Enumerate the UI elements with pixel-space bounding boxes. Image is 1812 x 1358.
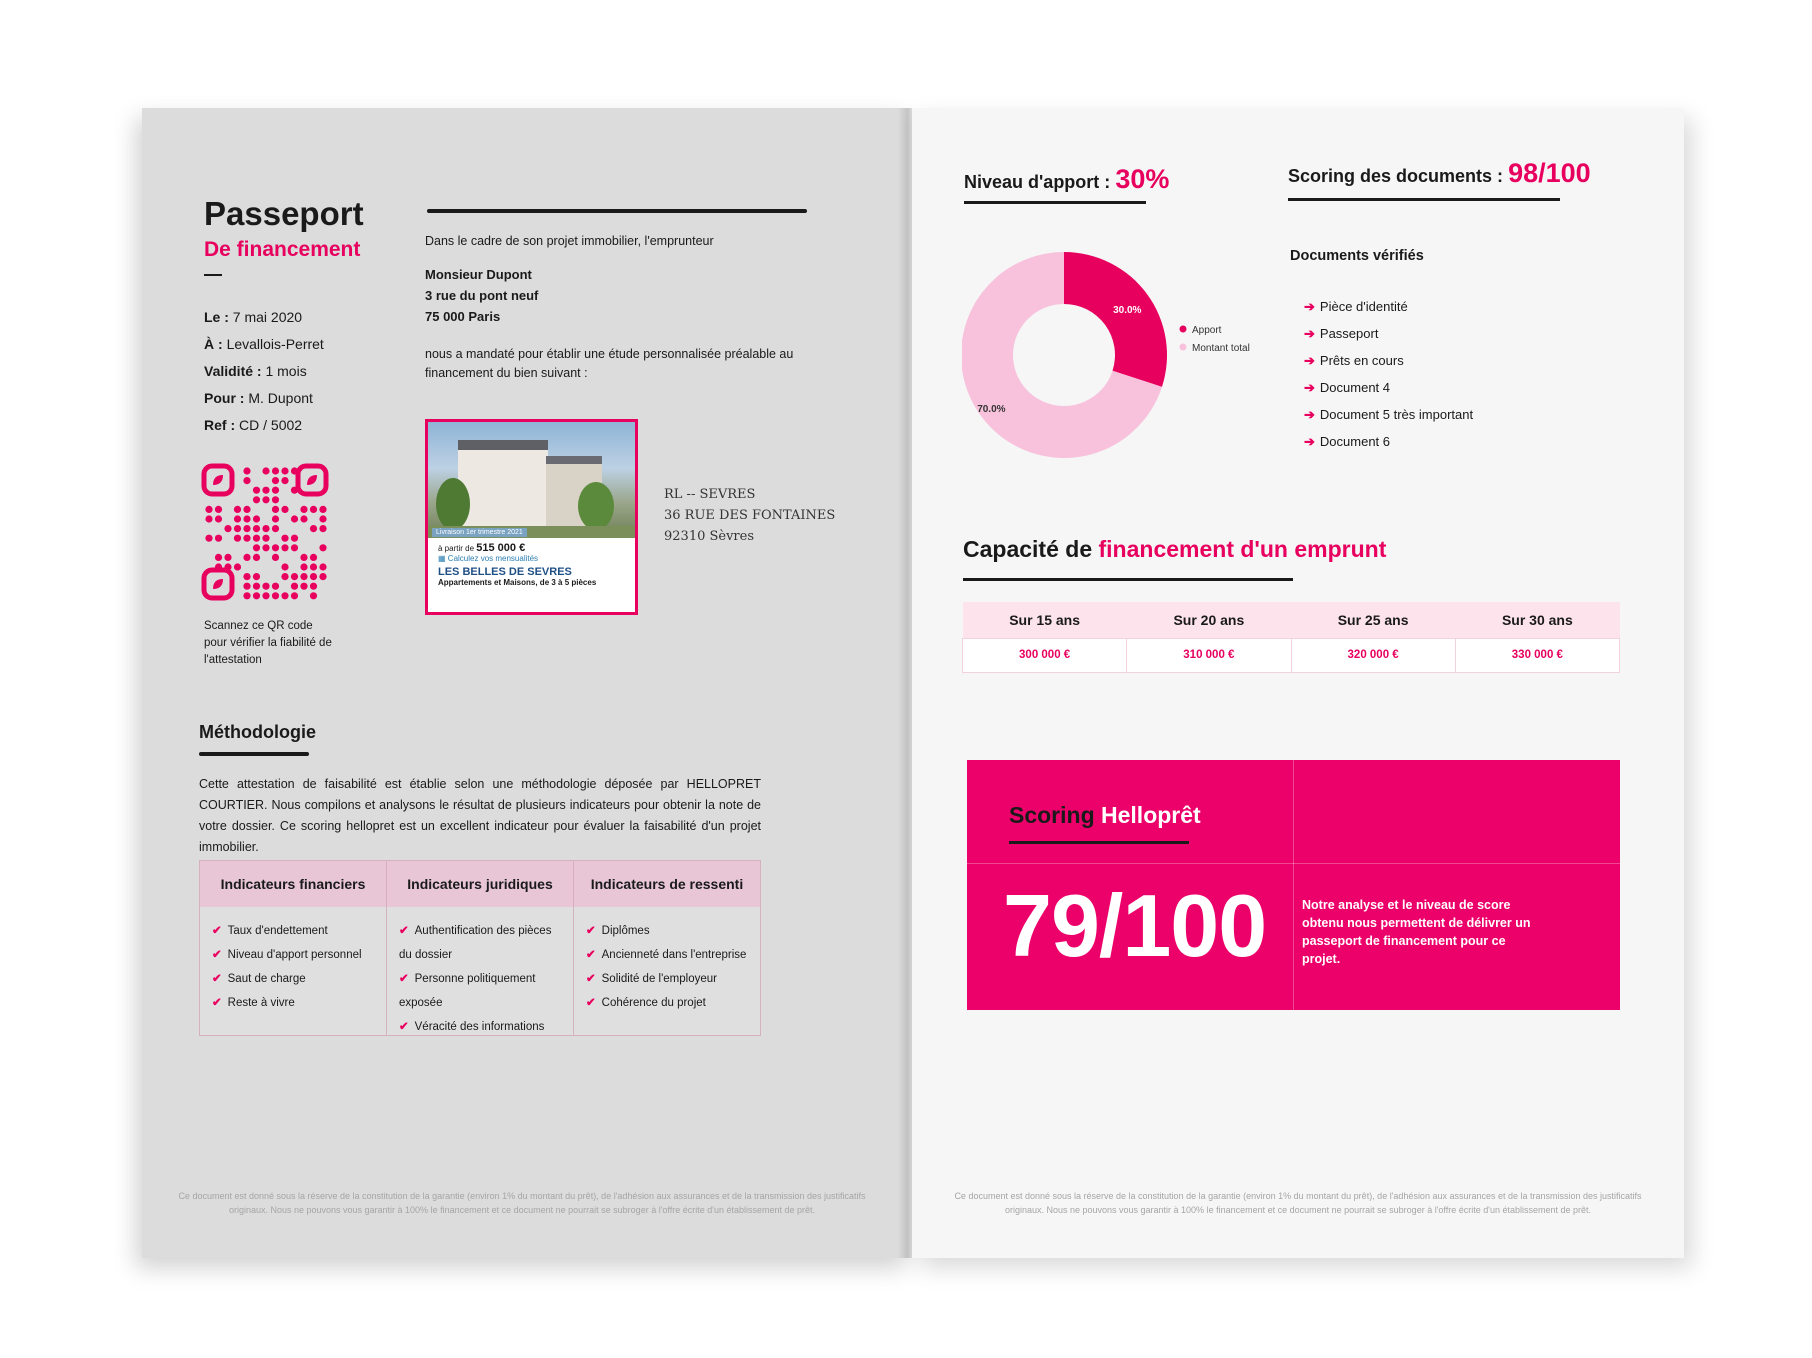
- qr-module: [310, 506, 317, 513]
- qr-module: [253, 544, 260, 551]
- qr-module: [253, 573, 260, 580]
- qr-module: [281, 544, 288, 551]
- indicator-label: Cohérence du projet: [601, 997, 706, 1009]
- check-icon: ✔: [212, 997, 222, 1009]
- calculate-label: Calculez vos mensualités: [447, 554, 539, 563]
- qr-module: [291, 487, 298, 494]
- apport-heading: [964, 164, 1169, 195]
- qr-module: [310, 592, 317, 599]
- delivery-badge: Livraison 1er trimestre 2021: [432, 528, 527, 537]
- address-line: RL -- SEVRES: [664, 487, 756, 502]
- borrower-block: [425, 264, 538, 327]
- qr-caption: Scannez ce QR code pour vérifier la fiabilité de l'attestation: [204, 620, 332, 666]
- indicator-item: [212, 991, 374, 1015]
- qr-module: [243, 573, 250, 580]
- check-icon: ✔: [399, 925, 409, 937]
- check-icon: ✔: [212, 949, 222, 961]
- qr-module: [243, 583, 250, 590]
- score-label: [1009, 802, 1201, 829]
- property-card[interactable]: [425, 419, 638, 615]
- score-divider-horizontal: [967, 863, 1620, 864]
- qr-module: [272, 477, 279, 484]
- score-text: Notre analyse et le niveau de score obtenu nous permettent de délivrer un passeport de financement pour ce projet.: [1302, 898, 1531, 966]
- qr-module: [281, 573, 288, 580]
- scoring-divider: [1288, 198, 1560, 201]
- qr-module: [300, 573, 307, 580]
- qr-module: [310, 573, 317, 580]
- address-line: 36 RUE DES FONTAINES: [664, 508, 836, 523]
- indicator-label: Diplômes: [601, 925, 650, 937]
- check-icon: ✔: [586, 997, 596, 1009]
- qr-module: [291, 467, 298, 474]
- capacity-term: Sur 15 ans: [963, 602, 1127, 638]
- methodology-divider: [199, 752, 309, 756]
- indicator-column-legal: [387, 861, 574, 1035]
- qr-module: [243, 506, 250, 513]
- meta-value: Levallois-Perret: [226, 336, 324, 352]
- qr-module: [281, 592, 288, 599]
- check-icon: ✔: [586, 973, 596, 985]
- indicator-item: [212, 919, 374, 943]
- apport-label: Niveau d'apport :: [964, 172, 1111, 192]
- tree-illustration: [436, 478, 470, 530]
- capacity-table: [962, 602, 1620, 673]
- check-icon: ✔: [212, 925, 222, 937]
- qr-module: [291, 592, 298, 599]
- qr-module: [215, 535, 222, 542]
- mandate-text: nous a mandaté pour établir une étude personnalisée préalable au financement du bien suivant :: [425, 347, 794, 380]
- scoring-value: 98/100: [1508, 158, 1591, 188]
- indicator-item: [586, 967, 748, 991]
- qr-module: [281, 477, 288, 484]
- scoring-label: Scoring des documents :: [1288, 166, 1504, 186]
- qr-module: [310, 525, 317, 532]
- verified-doc-item: [1304, 374, 1473, 401]
- capacity-amount: 310 000 €: [1127, 638, 1291, 672]
- capacity-term: Sur 20 ans: [1127, 602, 1291, 638]
- qr-module: [215, 506, 222, 513]
- apport-value: 30%: [1115, 164, 1170, 194]
- indicator-label: Saut de charge: [227, 973, 306, 985]
- check-icon: ✔: [586, 949, 596, 961]
- score-divider-vertical: [1293, 760, 1294, 1010]
- meta-value: 1 mois: [265, 363, 307, 379]
- left-page: [142, 108, 912, 1258]
- qr-module: [272, 515, 279, 522]
- qr-module: [319, 563, 326, 570]
- qr-module: [234, 515, 241, 522]
- arrow-right-icon: ➔: [1304, 380, 1315, 395]
- check-icon: ✔: [586, 925, 596, 937]
- qr-module: [310, 583, 317, 590]
- legend-swatch-total: [1180, 344, 1187, 351]
- scoring-heading: [1288, 158, 1591, 189]
- document-meta: [204, 304, 324, 439]
- qr-module: [253, 592, 260, 599]
- qr-module: [272, 592, 279, 599]
- calculate-link[interactable]: [428, 554, 635, 563]
- indicator-label: Personne politiquement exposée: [399, 973, 536, 1009]
- qr-module: [205, 535, 212, 542]
- qr-module: [300, 506, 307, 513]
- verified-docs-title: Documents vérifiés: [1290, 248, 1424, 264]
- meta-label: Pour :: [204, 390, 245, 406]
- qr-module: [281, 506, 288, 513]
- qr-module: [253, 583, 260, 590]
- qr-module: [319, 506, 326, 513]
- methodology-title: Méthodologie: [199, 722, 316, 742]
- qr-module: [319, 515, 326, 522]
- qr-module: [243, 525, 250, 532]
- qr-module: [262, 592, 269, 599]
- verified-doc-label: Passeport: [1319, 326, 1379, 341]
- meta-value: M. Dupont: [248, 390, 313, 406]
- verified-doc-label: Document 6: [1319, 434, 1390, 449]
- document-subtitle: De financement: [204, 238, 361, 261]
- indicator-item: [399, 919, 561, 967]
- qr-module: [300, 583, 307, 590]
- capacity-term: Sur 30 ans: [1455, 602, 1619, 638]
- score-label-b: Helloprêt: [1101, 802, 1201, 828]
- capacity-title-a: Capacité de: [963, 536, 1093, 562]
- indicator-header: Indicateurs financiers: [200, 861, 386, 907]
- qr-module: [205, 506, 212, 513]
- borrower-street: 3 rue du pont neuf: [425, 288, 539, 303]
- qr-module: [253, 515, 260, 522]
- qr-module: [272, 487, 279, 494]
- indicator-item: [586, 991, 748, 1015]
- qr-module: [224, 554, 231, 561]
- indicator-label: Niveau d'apport personnel: [227, 949, 362, 961]
- indicator-item: [399, 967, 561, 1015]
- property-photo: [428, 422, 635, 538]
- verified-doc-item: [1304, 320, 1473, 347]
- qr-module: [291, 573, 298, 580]
- title-divider: [204, 274, 222, 276]
- indicators-table: [199, 860, 761, 1036]
- qr-module: [262, 467, 269, 474]
- qr-module: [215, 554, 222, 561]
- indicator-header: Indicateurs de ressenti: [574, 861, 760, 907]
- qr-module: [243, 467, 250, 474]
- indicator-item: [212, 967, 374, 991]
- qr-module: [224, 563, 231, 570]
- qr-module: [234, 563, 241, 570]
- indicator-item: [586, 943, 748, 967]
- borrower-name: Monsieur Dupont: [425, 267, 532, 282]
- property-type: Appartements et Maisons, de 3 à 5 pièces: [438, 578, 597, 587]
- verified-doc-label: Prêts en cours: [1319, 353, 1404, 368]
- qr-module: [262, 583, 269, 590]
- donut-slice-apport: [1064, 252, 1167, 387]
- qr-module: [253, 496, 260, 503]
- qr-module: [291, 515, 298, 522]
- arrow-right-icon: ➔: [1304, 434, 1315, 449]
- qr-module: [224, 525, 231, 532]
- verified-doc-label: Document 4: [1319, 380, 1390, 395]
- property-price: [428, 538, 635, 554]
- legend-swatch-apport: [1180, 326, 1187, 333]
- qr-module: [300, 554, 307, 561]
- address-line: 92310 Sèvres: [664, 529, 755, 544]
- qr-module: [262, 544, 269, 551]
- arrow-right-icon: ➔: [1304, 353, 1315, 368]
- meta-recipient: [204, 385, 324, 412]
- apport-donut-chart: [962, 248, 1272, 478]
- verified-doc-label: Document 5 très important: [1319, 407, 1474, 422]
- indicator-label: Taux d'endettement: [227, 925, 328, 937]
- check-icon: ✔: [399, 973, 409, 985]
- indicator-item: [399, 1015, 561, 1039]
- legend-label-total: Montant total: [1192, 343, 1250, 354]
- qr-module: [319, 525, 326, 532]
- qr-module: [291, 544, 298, 551]
- slice-label-apport: 30.0%: [1113, 305, 1142, 317]
- legend-label-apport: Apport: [1192, 325, 1222, 336]
- score-value: 79/100: [1003, 876, 1267, 975]
- apport-divider: [964, 201, 1146, 204]
- arrow-right-icon: ➔: [1304, 326, 1315, 341]
- qr-module: [300, 515, 307, 522]
- indicator-label: Véracité des informations: [414, 1021, 545, 1033]
- qr-module: [310, 554, 317, 561]
- verified-doc-item: [1304, 293, 1473, 320]
- qr-module: [243, 477, 250, 484]
- verified-doc-label: Pièce d'identité: [1319, 299, 1408, 314]
- capacity-amount: 300 000 €: [963, 638, 1127, 672]
- qr-module: [281, 535, 288, 542]
- methodology-text: Cette attestation de faisabilité est établie selon une méthodologie déposée par HELLOPRET COURTIER. Nous compilons et analysons le résultat de plusieurs indicateurs pour obtenir la note de votre dossier. Ce scoring hellopret est un excellent indicateur pour évaluer la faisabilité d'un projet immobilier.: [199, 777, 761, 854]
- check-icon: ✔: [399, 1021, 409, 1033]
- qr-module: [281, 563, 288, 570]
- qr-module: [234, 506, 241, 513]
- qr-module: [262, 535, 269, 542]
- qr-module: [272, 506, 279, 513]
- footnote: Ce document est donné sous la réserve de la constitution de la garantie (environ 1% du montant du prêt), de l'adhésion aux assurances et de la transmission des justificatifs originaux. Nous ne pouvons vous garantir à 100% le financement et ce document ne pourrait se subroger à l'offre écrite d'un établissement de prêt.: [954, 1191, 1642, 1215]
- capacity-title-b: financement d'un emprunt: [1098, 536, 1387, 562]
- qr-module: [243, 554, 250, 561]
- qr-module: [272, 583, 279, 590]
- indicator-column-financial: [200, 861, 387, 1035]
- meta-value: CD / 5002: [239, 417, 303, 433]
- qr-module: [253, 525, 260, 532]
- property-name: LES BELLES DE SEVRES: [438, 566, 572, 578]
- capacity-amount: 320 000 €: [1291, 638, 1455, 672]
- capacity-term: Sur 25 ans: [1291, 602, 1455, 638]
- qr-module: [243, 535, 250, 542]
- qr-module: [272, 544, 279, 551]
- qr-module: [291, 583, 298, 590]
- indicator-column-feeling: [574, 861, 760, 1035]
- property-address: [664, 484, 835, 547]
- document-title: Passeport: [204, 195, 364, 232]
- indicator-label: Reste à vivre: [227, 997, 295, 1009]
- indicator-header: Indicateurs juridiques: [387, 861, 573, 907]
- qr-module: [215, 515, 222, 522]
- meta-validity: [204, 358, 324, 385]
- arrow-right-icon: ➔: [1304, 407, 1315, 422]
- qr-module: [272, 496, 279, 503]
- qr-module: [319, 573, 326, 580]
- qr-module: [205, 515, 212, 522]
- qr-module: [272, 554, 279, 561]
- qr-module: [272, 467, 279, 474]
- meta-location: [204, 331, 324, 358]
- capacity-amount-row: [963, 638, 1620, 672]
- meta-label: Validité :: [204, 363, 262, 379]
- verified-doc-item: [1304, 401, 1473, 428]
- right-page: [912, 108, 1684, 1258]
- meta-value: 7 mai 2020: [232, 309, 303, 325]
- check-icon: ✔: [212, 973, 222, 985]
- capacity-divider: [963, 578, 1293, 581]
- qr-module: [272, 525, 279, 532]
- tree-illustration: [578, 482, 614, 530]
- meta-label: Ref :: [204, 417, 236, 433]
- qr-module: [253, 487, 260, 494]
- price-value: 515 000 €: [476, 542, 526, 554]
- meta-date: [204, 304, 324, 331]
- qr-module: [291, 535, 298, 542]
- indicator-label: Ancienneté dans l'entreprise: [601, 949, 747, 961]
- indicator-label: Solidité de l'employeur: [601, 973, 717, 985]
- qr-module: [215, 563, 222, 570]
- qr-module: [262, 487, 269, 494]
- qr-module: [253, 554, 260, 561]
- qr-module: [243, 592, 250, 599]
- calculator-icon: ▦: [438, 554, 446, 563]
- score-box: [967, 760, 1620, 1010]
- verified-doc-item: [1304, 347, 1473, 374]
- capacity-amount: 330 000 €: [1455, 638, 1619, 672]
- qr-module: [310, 563, 317, 570]
- borrower-city: 75 000 Paris: [425, 309, 501, 324]
- indicator-item: [212, 943, 374, 967]
- capacity-title: [963, 536, 1386, 563]
- meta-label: À :: [204, 336, 223, 352]
- qr-module: [234, 535, 241, 542]
- score-label-divider: [1009, 841, 1189, 844]
- qr-module: [262, 525, 269, 532]
- qr-module: [319, 544, 326, 551]
- intro-text: Dans le cadre de son projet immobilier, l'emprunteur: [425, 234, 714, 248]
- qr-module: [243, 515, 250, 522]
- building-illustration: [458, 440, 548, 526]
- indicator-item: [586, 919, 748, 943]
- slice-label-total: 70.0%: [977, 403, 1006, 415]
- intro-divider: [427, 209, 807, 213]
- qr-code[interactable]: [201, 463, 329, 601]
- meta-label: Le :: [204, 309, 229, 325]
- qr-module: [281, 467, 288, 474]
- qr-module: [253, 535, 260, 542]
- verified-doc-item: [1304, 428, 1473, 455]
- qr-module: [300, 563, 307, 570]
- indicator-label: Authentification des pièces du dossier: [399, 925, 552, 961]
- qr-module: [262, 496, 269, 503]
- verified-docs-list: [1304, 293, 1473, 455]
- meta-reference: [204, 412, 324, 439]
- qr-module: [234, 525, 241, 532]
- price-prefix: à partir de: [438, 544, 475, 553]
- capacity-header-row: [963, 602, 1620, 638]
- footnote: Ce document est donné sous la réserve de la constitution de la garantie (environ 1% du montant du prêt), de l'adhésion aux assurances et de la transmission des justificatifs originaux. Nous ne pouvons vous garantir à 100% le financement et ce document ne pourrait se subroger à l'offre écrite d'un établissement de prêt.: [178, 1191, 866, 1215]
- score-label-a: Scoring: [1009, 802, 1095, 828]
- arrow-right-icon: ➔: [1304, 299, 1315, 314]
